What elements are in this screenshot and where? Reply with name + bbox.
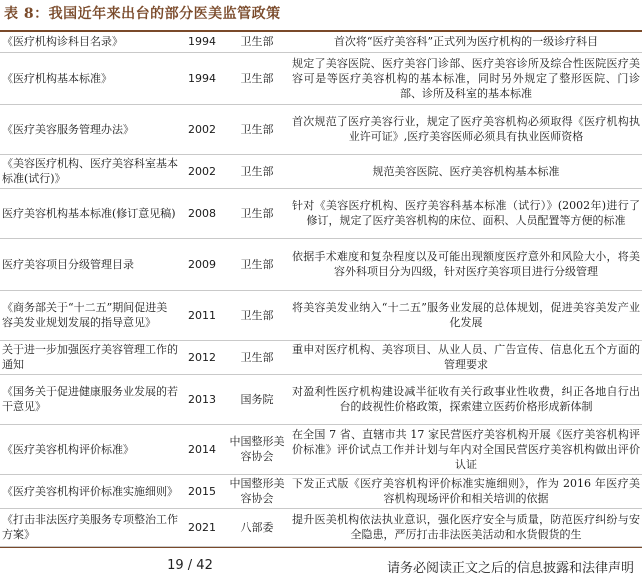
table-row xyxy=(0,154,642,188)
policy-year: 2008 xyxy=(180,188,224,238)
policy-year: 2002 xyxy=(180,104,224,154)
policy-name: 《打击非法医疗美服务专项整治工作方案》 xyxy=(0,508,180,546)
policy-name: 《商务部关于“十二五”期间促进美容美发业规划发展的指导意见》 xyxy=(0,290,180,340)
policy-name: 《医疗机构基本标准》 xyxy=(0,52,180,104)
policy-name: 《美容医疗机构、医疗美容科室基本标准(试行)》 xyxy=(0,154,180,188)
policy-name: 《医疗美容机构评价标准》 xyxy=(0,424,180,474)
policy-issuer: 中国整形美容协会 xyxy=(224,474,290,508)
policy-year: 1994 xyxy=(180,52,224,104)
disclaimer-text: 请务必阅读正文之后的信息披露和法律声明 xyxy=(386,561,634,576)
policy-table xyxy=(0,32,642,547)
policy-issuer: 国务院 xyxy=(224,374,290,424)
policy-name: 医疗美容机构基本标准(修订意见稿) xyxy=(0,188,180,238)
table-row xyxy=(0,340,642,374)
policy-year: 2012 xyxy=(180,340,224,374)
table-row xyxy=(0,290,642,340)
policy-year: 2009 xyxy=(180,238,224,290)
policy-issuer: 卫生部 xyxy=(224,52,290,104)
policy-description: 提升医美机构依法执业意识，强化医疗安全与质量，防范医疗纠纷与安全隐患，严厉打击非法医美活动和水货假货的生 xyxy=(290,508,642,546)
policy-year: 2015 xyxy=(180,474,224,508)
table-caption: 表 8：我国近年来出台的部分医美监管政策 xyxy=(4,6,281,22)
policy-description: 规范美容医院、医疗美容机构基本标准 xyxy=(290,154,642,188)
table-row xyxy=(0,238,642,290)
table-row xyxy=(0,374,642,424)
policy-name: 《国务关于促进健康服务业发展的若干意见》 xyxy=(0,374,180,424)
policy-issuer: 卫生部 xyxy=(224,238,290,290)
table-row xyxy=(0,424,642,474)
policy-issuer: 卫生部 xyxy=(224,290,290,340)
policy-year: 1994 xyxy=(180,32,224,52)
policy-year: 2011 xyxy=(180,290,224,340)
policy-description: 首次将“医疗美容科”正式列为医疗机构的一级诊疗科目 xyxy=(290,32,642,52)
policy-issuer: 中国整形美容协会 xyxy=(224,424,290,474)
policy-issuer: 八部委 xyxy=(224,508,290,546)
policy-name: 关于进一步加强医疗美容管理工作的通知 xyxy=(0,340,180,374)
table-row xyxy=(0,188,642,238)
policy-issuer: 卫生部 xyxy=(224,188,290,238)
policy-description: 重申对医疗机构、美容项目、从业人员、广告宣传、信息化五个方面的管理要求 xyxy=(290,340,642,374)
policy-description: 规定了美容医院、医疗美容门诊部、医疗美容诊所及综合性医院医疗美容可是等医疗美容机构的基本标准，同时另外规定了整形医院、门诊部、诊所及科室的基本标准 xyxy=(290,52,642,104)
policy-description: 首次规范了医疗美容行业，规定了医疗美容机构必须取得《医疗机构执业许可证》,医疗美容医师必须具有执业医师资格 xyxy=(290,104,642,154)
table-row xyxy=(0,508,642,546)
policy-name: 《医疗美容服务管理办法》 xyxy=(0,104,180,154)
table-row xyxy=(0,104,642,154)
policy-description: 对盈利性医疗机构建设减半征收有关行政事业性收费，纠正各地自行出台的歧视性价格政策，探索建立医药价格形成新体制 xyxy=(290,374,642,424)
policy-issuer: 卫生部 xyxy=(224,154,290,188)
policy-issuer: 卫生部 xyxy=(224,340,290,374)
policy-issuer: 卫生部 xyxy=(224,32,290,52)
policy-issuer: 卫生部 xyxy=(224,104,290,154)
policy-description: 下发正式版《医疗美容机构评价标准实施细则》，作为 2016 年医疗美容机构现场评价和相关培训的依据 xyxy=(290,474,642,508)
policy-year: 2013 xyxy=(180,374,224,424)
table-row xyxy=(0,32,642,52)
policy-description: 将美容美发业纳入“十二五”服务业发展的总体规划，促进美容美发产业化发展 xyxy=(290,290,642,340)
policy-name: 《医疗机构诊科目名录》 xyxy=(0,32,180,52)
policy-year: 2014 xyxy=(180,424,224,474)
policy-name: 《医疗美容机构评价标准实施细则》 xyxy=(0,474,180,508)
policy-name: 医疗美容项目分级管理目录 xyxy=(0,238,180,290)
policy-year: 2021 xyxy=(180,508,224,546)
policy-description: 在全国 7 省、直辖市共 17 家民营医疗美容机构开展《医疗美容机构评价标准》评价试点工作并计划与年内对全国民营医疗美容机构做出评价认证 xyxy=(290,424,642,474)
policy-description: 针对《美容医疗机构、医疗美容科基本标准（试行）》(2002年)进行了修订，规定了医疗美容机构的床位、面积、人员配置等方便的标准 xyxy=(290,188,642,238)
table-row xyxy=(0,474,642,508)
bottom-rule xyxy=(0,547,642,548)
page-number: 19 / 42 xyxy=(167,558,213,573)
policy-description: 依据手术难度和复杂程度以及可能出现额度医疗意外和风险大小，将美容外科项目分为四级，针对医疗美容项目进行分级管理 xyxy=(290,238,642,290)
table-row xyxy=(0,52,642,104)
policy-year: 2002 xyxy=(180,154,224,188)
